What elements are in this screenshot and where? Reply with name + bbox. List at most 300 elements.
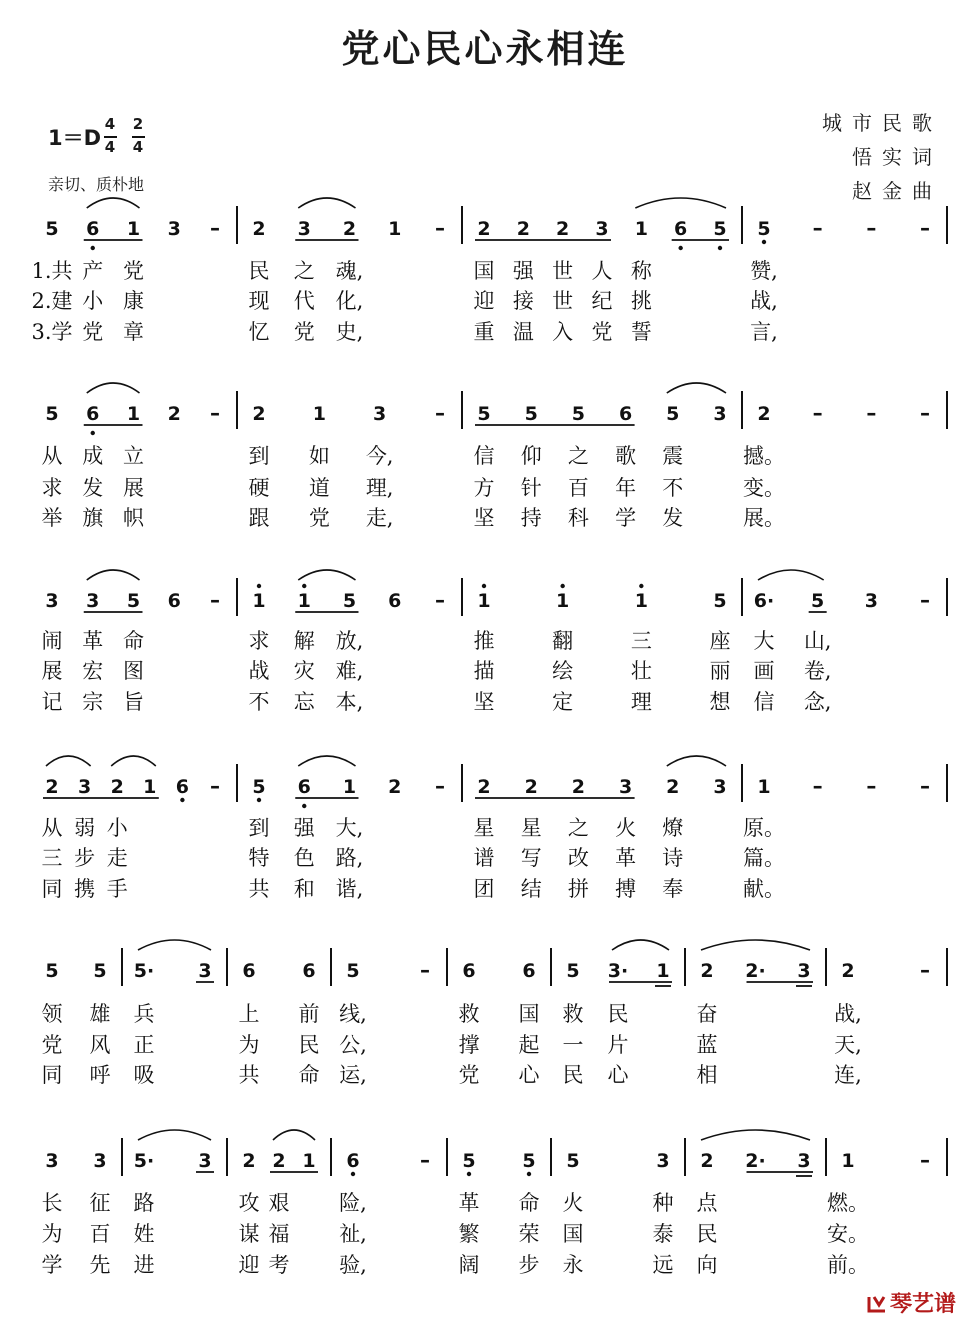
lyric: 燃。 [827, 1191, 869, 1215]
lyric: 天, [834, 1033, 862, 1057]
note: 6 [86, 403, 100, 425]
low-octave-dot [257, 798, 261, 802]
lyric: 强 [512, 259, 534, 283]
lyric: 图 [123, 659, 144, 683]
note: 6 [242, 960, 256, 982]
extension-dash: – [920, 588, 930, 612]
note: 3 [45, 1150, 59, 1172]
lyric: 种 [652, 1191, 674, 1215]
note: 1 [342, 776, 357, 798]
lyric: 人 [591, 259, 613, 283]
lyric: 吸 [133, 1063, 155, 1087]
note: 5 [45, 960, 59, 982]
lyric: 坚 [473, 690, 495, 714]
lyric: 忆 [248, 320, 270, 344]
note: 2 [841, 960, 855, 982]
lyric: 放, [335, 629, 364, 653]
lyric: 革 [458, 1191, 480, 1215]
low-octave-dot [718, 246, 722, 250]
lyric: 党 [308, 506, 330, 530]
lyric: 震 [662, 444, 684, 468]
note: 1 [302, 1150, 316, 1172]
note: 3 [797, 1150, 811, 1172]
lyric: 大, [335, 816, 364, 840]
lyric: 心 [607, 1063, 629, 1087]
lyric: 片 [607, 1033, 629, 1057]
note: 6 [175, 776, 190, 798]
lyric: 成 [82, 444, 104, 468]
extension-dash: – [435, 216, 445, 240]
extension-dash: – [420, 958, 430, 982]
lyric: 如 [308, 444, 330, 468]
lyric: 步 [518, 1253, 540, 1277]
low-octave-dot [302, 804, 306, 808]
slur [612, 940, 669, 950]
extension-dash: – [920, 401, 930, 425]
lyric: 章 [123, 320, 144, 344]
lyric: 学 [615, 506, 637, 530]
note: 5 [45, 403, 59, 425]
note: 3 [595, 218, 609, 240]
note: 2 [666, 776, 680, 798]
lyric: 路 [133, 1191, 155, 1215]
extension-dash: – [920, 774, 930, 798]
extension-dash: – [812, 401, 823, 425]
lyric: 奋 [696, 1002, 718, 1026]
slur [635, 198, 726, 208]
lyric: 前。 [827, 1253, 869, 1277]
note: 3 [198, 1150, 212, 1172]
note: 6 [462, 960, 476, 982]
lyric: 今, [365, 444, 394, 468]
lyric: 正 [133, 1033, 155, 1057]
extension-dash: – [210, 216, 220, 240]
lyric: 小 [106, 816, 128, 840]
extension-dash: – [435, 588, 445, 612]
lyric: 灾 [293, 659, 315, 683]
lyric: 搏 [615, 877, 637, 901]
note: 5 [462, 1150, 476, 1172]
lyric: 运, [339, 1063, 367, 1087]
lyric: 上 [238, 1002, 260, 1026]
lyric: 赞, [750, 259, 778, 283]
lyric: 长 [41, 1191, 63, 1215]
high-octave-dot [257, 584, 261, 588]
lyric: 永 [562, 1253, 584, 1277]
lyric: 特 [248, 846, 270, 870]
lyric: 为 [41, 1222, 63, 1246]
lyric: 一 [562, 1033, 584, 1057]
note: 1 [634, 590, 648, 612]
note: 2 [252, 218, 266, 240]
note: 2 [477, 776, 491, 798]
extension-dash: – [866, 216, 877, 240]
note: 5 [252, 776, 266, 798]
extension-dash: – [866, 401, 877, 425]
lyric: 从 [41, 444, 63, 468]
lyric: 兵 [133, 1002, 155, 1026]
lyric: 火 [615, 816, 637, 840]
note: 1 [556, 590, 570, 612]
slur [273, 1130, 315, 1140]
lyric: 发 [662, 506, 684, 530]
lyric: 2.建 [31, 289, 73, 313]
lyric: 命 [123, 629, 144, 653]
lyric: 宗 [82, 690, 104, 714]
lyric: 展 [41, 659, 63, 683]
lyric: 挑 [630, 289, 652, 313]
time-signature-2-4: 2 4 [132, 115, 144, 156]
note: 3 [86, 590, 100, 612]
lyric: 领 [41, 1002, 63, 1026]
note: 2 [700, 960, 714, 982]
lyric: 呼 [89, 1063, 111, 1087]
lyric: 画 [753, 659, 775, 683]
low-octave-dot [678, 246, 682, 250]
lyric: 验, [339, 1253, 367, 1277]
lyric: 到 [248, 816, 270, 840]
lyric: 撑 [458, 1033, 480, 1057]
lyric: 硬 [248, 476, 270, 500]
note: 5 [45, 218, 59, 240]
lyric: 求 [41, 476, 63, 500]
lyric: 小 [82, 289, 104, 313]
note: 3 [45, 590, 59, 612]
lyric: 丽 [709, 659, 731, 683]
note: 1 [388, 218, 402, 240]
note: 1 [126, 218, 141, 240]
lyric: 奉 [662, 877, 684, 901]
lyric: 誓 [630, 320, 652, 344]
lyric: 起 [518, 1033, 540, 1057]
lyric: 泰 [652, 1222, 674, 1246]
lyric: 描 [473, 659, 495, 683]
note: 3 [713, 776, 727, 798]
note: 5 [566, 1150, 580, 1172]
lyric: 福 [268, 1222, 290, 1246]
lyric: 星 [520, 816, 542, 840]
lyric: 团 [473, 877, 495, 901]
lyric: 路, [335, 846, 364, 870]
lyric: 年 [615, 476, 637, 500]
lyric: 先 [89, 1253, 111, 1277]
credit-source: 城市民歌 [822, 111, 942, 135]
lyric: 发 [82, 476, 104, 500]
lyric: 难, [335, 659, 364, 683]
note: 6 [86, 218, 100, 240]
lyric: 念, [803, 690, 832, 714]
note: 5 [571, 403, 586, 425]
note: 2 [45, 776, 59, 798]
lyric: 翻 [552, 629, 574, 653]
lyric: 点 [696, 1191, 718, 1215]
lyric: 称 [630, 259, 652, 283]
note: 5 [811, 590, 825, 612]
extension-dash: – [435, 401, 445, 425]
lyric: 写 [520, 846, 542, 870]
slur [138, 940, 211, 950]
note: 6 [618, 403, 633, 425]
lyric: 弱 [74, 816, 96, 840]
lyric: 风 [89, 1033, 111, 1057]
lyric: 党 [82, 320, 104, 344]
lyric: 雄 [89, 1002, 111, 1026]
note: 5 [93, 960, 107, 982]
note: 3 [167, 218, 181, 240]
lyric: 结 [520, 877, 542, 901]
lyric: 手 [106, 877, 128, 901]
lyric: 燎 [662, 816, 684, 840]
note: 1 [841, 1150, 855, 1172]
note: 5 [346, 960, 360, 982]
slur [87, 198, 140, 208]
note: 3 [656, 1150, 670, 1172]
lyric: 迎 [473, 289, 495, 313]
note: 5 [342, 590, 357, 612]
note: 1 [126, 403, 141, 425]
lyric: 1.共 [31, 259, 73, 283]
lyric: 温 [512, 320, 534, 344]
lyric: 谐, [335, 877, 364, 901]
note: 5 [757, 218, 771, 240]
time-signature-4-4: 4 4 [104, 115, 116, 156]
extension-dash: – [920, 216, 930, 240]
lyric: 党 [591, 320, 613, 344]
lyric: 百 [567, 476, 589, 500]
lyric: 学 [41, 1253, 63, 1277]
lyric: 代 [293, 289, 315, 313]
lyric: 公, [339, 1033, 367, 1057]
note: 3 [713, 403, 727, 425]
extension-dash: – [812, 216, 823, 240]
note: 1 [634, 218, 648, 240]
lyric: 战 [248, 659, 270, 683]
lyric: 党 [123, 259, 144, 283]
lyric: 火 [562, 1191, 584, 1215]
low-octave-dot [91, 431, 95, 435]
note: 2 [242, 1150, 256, 1172]
lyric: 定 [552, 690, 574, 714]
lyric: 道 [308, 476, 330, 500]
lyric: 坚 [473, 506, 495, 530]
lyric: 民 [607, 1002, 629, 1026]
note: 2 [516, 218, 530, 240]
lyric: 安。 [827, 1222, 869, 1246]
note: 5 [713, 590, 727, 612]
lyric: 革 [615, 846, 637, 870]
high-octave-dot [482, 584, 486, 588]
lyric: 记 [41, 690, 63, 714]
lyric: 山, [803, 629, 832, 653]
lyric: 求 [248, 629, 270, 653]
extension-dash: – [812, 774, 823, 798]
lyric: 命 [518, 1191, 540, 1215]
lyric: 攻 [238, 1191, 260, 1215]
slur [298, 570, 355, 580]
lyric: 战, [834, 1002, 862, 1026]
lyric: 原。 [743, 816, 785, 840]
lyric: 征 [89, 1191, 111, 1215]
extension-dash: – [920, 958, 930, 982]
lyric: 国 [562, 1222, 584, 1246]
lyric: 之 [567, 816, 589, 840]
lyric: 歌 [615, 444, 637, 468]
lyric: 本, [335, 690, 364, 714]
slur [298, 198, 355, 208]
slur [701, 940, 810, 950]
lyric: 蓝 [696, 1033, 718, 1057]
lyric: 走, [365, 506, 394, 530]
lyric: 之 [293, 259, 315, 283]
note: 1 [477, 590, 491, 612]
lyric: 谋 [238, 1222, 260, 1246]
lyric: 救 [562, 1002, 584, 1026]
note: 3 [297, 218, 311, 240]
high-octave-dot [302, 584, 306, 588]
lyric: 帜 [123, 506, 144, 530]
lyric: 进 [133, 1253, 155, 1277]
lyric: 解 [293, 629, 315, 653]
slur [46, 756, 91, 766]
lyric: 理, [365, 476, 394, 500]
note: 5 [566, 960, 580, 982]
lyric: 诗 [662, 846, 684, 870]
lyric: 3.学 [31, 320, 73, 344]
note: 2 [477, 218, 491, 240]
lyric: 理 [630, 690, 652, 714]
lyric: 世 [552, 289, 574, 313]
lyric: 针 [520, 476, 542, 500]
note: 2 [252, 403, 266, 425]
extension-dash: – [210, 401, 220, 425]
lyric: 艰 [268, 1191, 290, 1215]
note: 2 [167, 403, 181, 425]
note: 3 [373, 403, 387, 425]
low-octave-dot [91, 246, 95, 250]
lyric: 举 [41, 506, 63, 530]
lyric: 闹 [41, 629, 63, 653]
lyric: 向 [696, 1253, 718, 1277]
lyric: 民 [248, 259, 270, 283]
lyric: 改 [567, 846, 589, 870]
lyric: 从 [41, 816, 63, 840]
lyric: 卷, [803, 659, 832, 683]
lyric: 信 [753, 690, 775, 714]
lyric: 相 [696, 1063, 718, 1087]
note: 3 [864, 590, 878, 612]
lyric: 国 [518, 1002, 540, 1026]
lyric: 宏 [82, 659, 104, 683]
note: 5 [524, 403, 538, 425]
lyric: 旨 [123, 690, 144, 714]
slur [758, 570, 824, 580]
lyric: 产 [82, 259, 104, 283]
note: 2 [342, 218, 357, 240]
lyric: 拼 [567, 877, 589, 901]
note: 1 [143, 776, 157, 798]
note: 5· [133, 960, 155, 982]
high-octave-dot [639, 584, 643, 588]
lyric: 祉, [339, 1222, 367, 1246]
note: 2 [388, 776, 402, 798]
note: 6 [522, 960, 536, 982]
lyric: 和 [293, 877, 315, 901]
lyric: 强 [293, 816, 315, 840]
note: 3 [618, 776, 633, 798]
lyric: 救 [458, 1002, 480, 1026]
extension-dash: – [866, 774, 877, 798]
low-octave-dot [467, 1172, 471, 1176]
lyric: 连, [834, 1063, 862, 1087]
lyric: 同 [41, 877, 63, 901]
note: 3 [93, 1150, 107, 1172]
lyric: 三 [630, 629, 652, 653]
note: 3 [797, 960, 811, 982]
credit-composer: 赵金曲 [852, 179, 942, 203]
extension-dash: – [435, 774, 445, 798]
lyric: 现 [248, 289, 270, 313]
note: 6 [167, 590, 181, 612]
lyric: 不 [248, 690, 270, 714]
lyric: 考 [268, 1253, 290, 1277]
lyric: 共 [238, 1063, 260, 1087]
note: 5 [477, 403, 491, 425]
note: 5 [522, 1150, 536, 1172]
lyric: 色 [293, 846, 315, 870]
note: 5 [713, 218, 727, 240]
low-octave-dot [527, 1172, 531, 1176]
lyric: 步 [74, 846, 96, 870]
piano-logo-icon [866, 1294, 888, 1314]
lyric: 科 [567, 506, 589, 530]
note: 3 [77, 776, 92, 798]
note: 3 [198, 960, 212, 982]
lyric: 阔 [458, 1253, 480, 1277]
lyric: 战, [750, 289, 778, 313]
note: 6 [674, 218, 688, 240]
lyric: 远 [652, 1253, 674, 1277]
lyric: 大 [753, 629, 775, 653]
note: 1 [757, 776, 771, 798]
lyric: 献。 [743, 877, 785, 901]
lyric: 旗 [82, 506, 104, 530]
note: 1 [656, 960, 670, 982]
lyric: 繁 [458, 1222, 480, 1246]
lyric: 仰 [520, 444, 542, 468]
lyric: 民 [298, 1033, 320, 1057]
tempo-marking: 亲切、质朴地 [48, 175, 145, 194]
lyric: 不 [662, 476, 684, 500]
lyric: 之 [567, 444, 589, 468]
lyric: 持 [520, 506, 542, 530]
lyric: 民 [562, 1063, 584, 1087]
watermark: 琴艺谱 [866, 1287, 956, 1318]
lyric: 康 [123, 289, 144, 313]
lyric: 险, [339, 1191, 367, 1215]
note: 2 [524, 776, 538, 798]
lyric: 言, [750, 320, 778, 344]
lyric: 革 [82, 629, 104, 653]
lyric: 谱 [473, 846, 495, 870]
slur [701, 1130, 810, 1140]
lyric: 党 [458, 1063, 480, 1087]
lyric: 同 [41, 1063, 63, 1087]
lyric: 星 [473, 816, 495, 840]
lyric: 前 [298, 1002, 320, 1026]
note: 2 [272, 1150, 286, 1172]
note: 5 [126, 590, 141, 612]
lyric: 壮 [630, 659, 652, 683]
